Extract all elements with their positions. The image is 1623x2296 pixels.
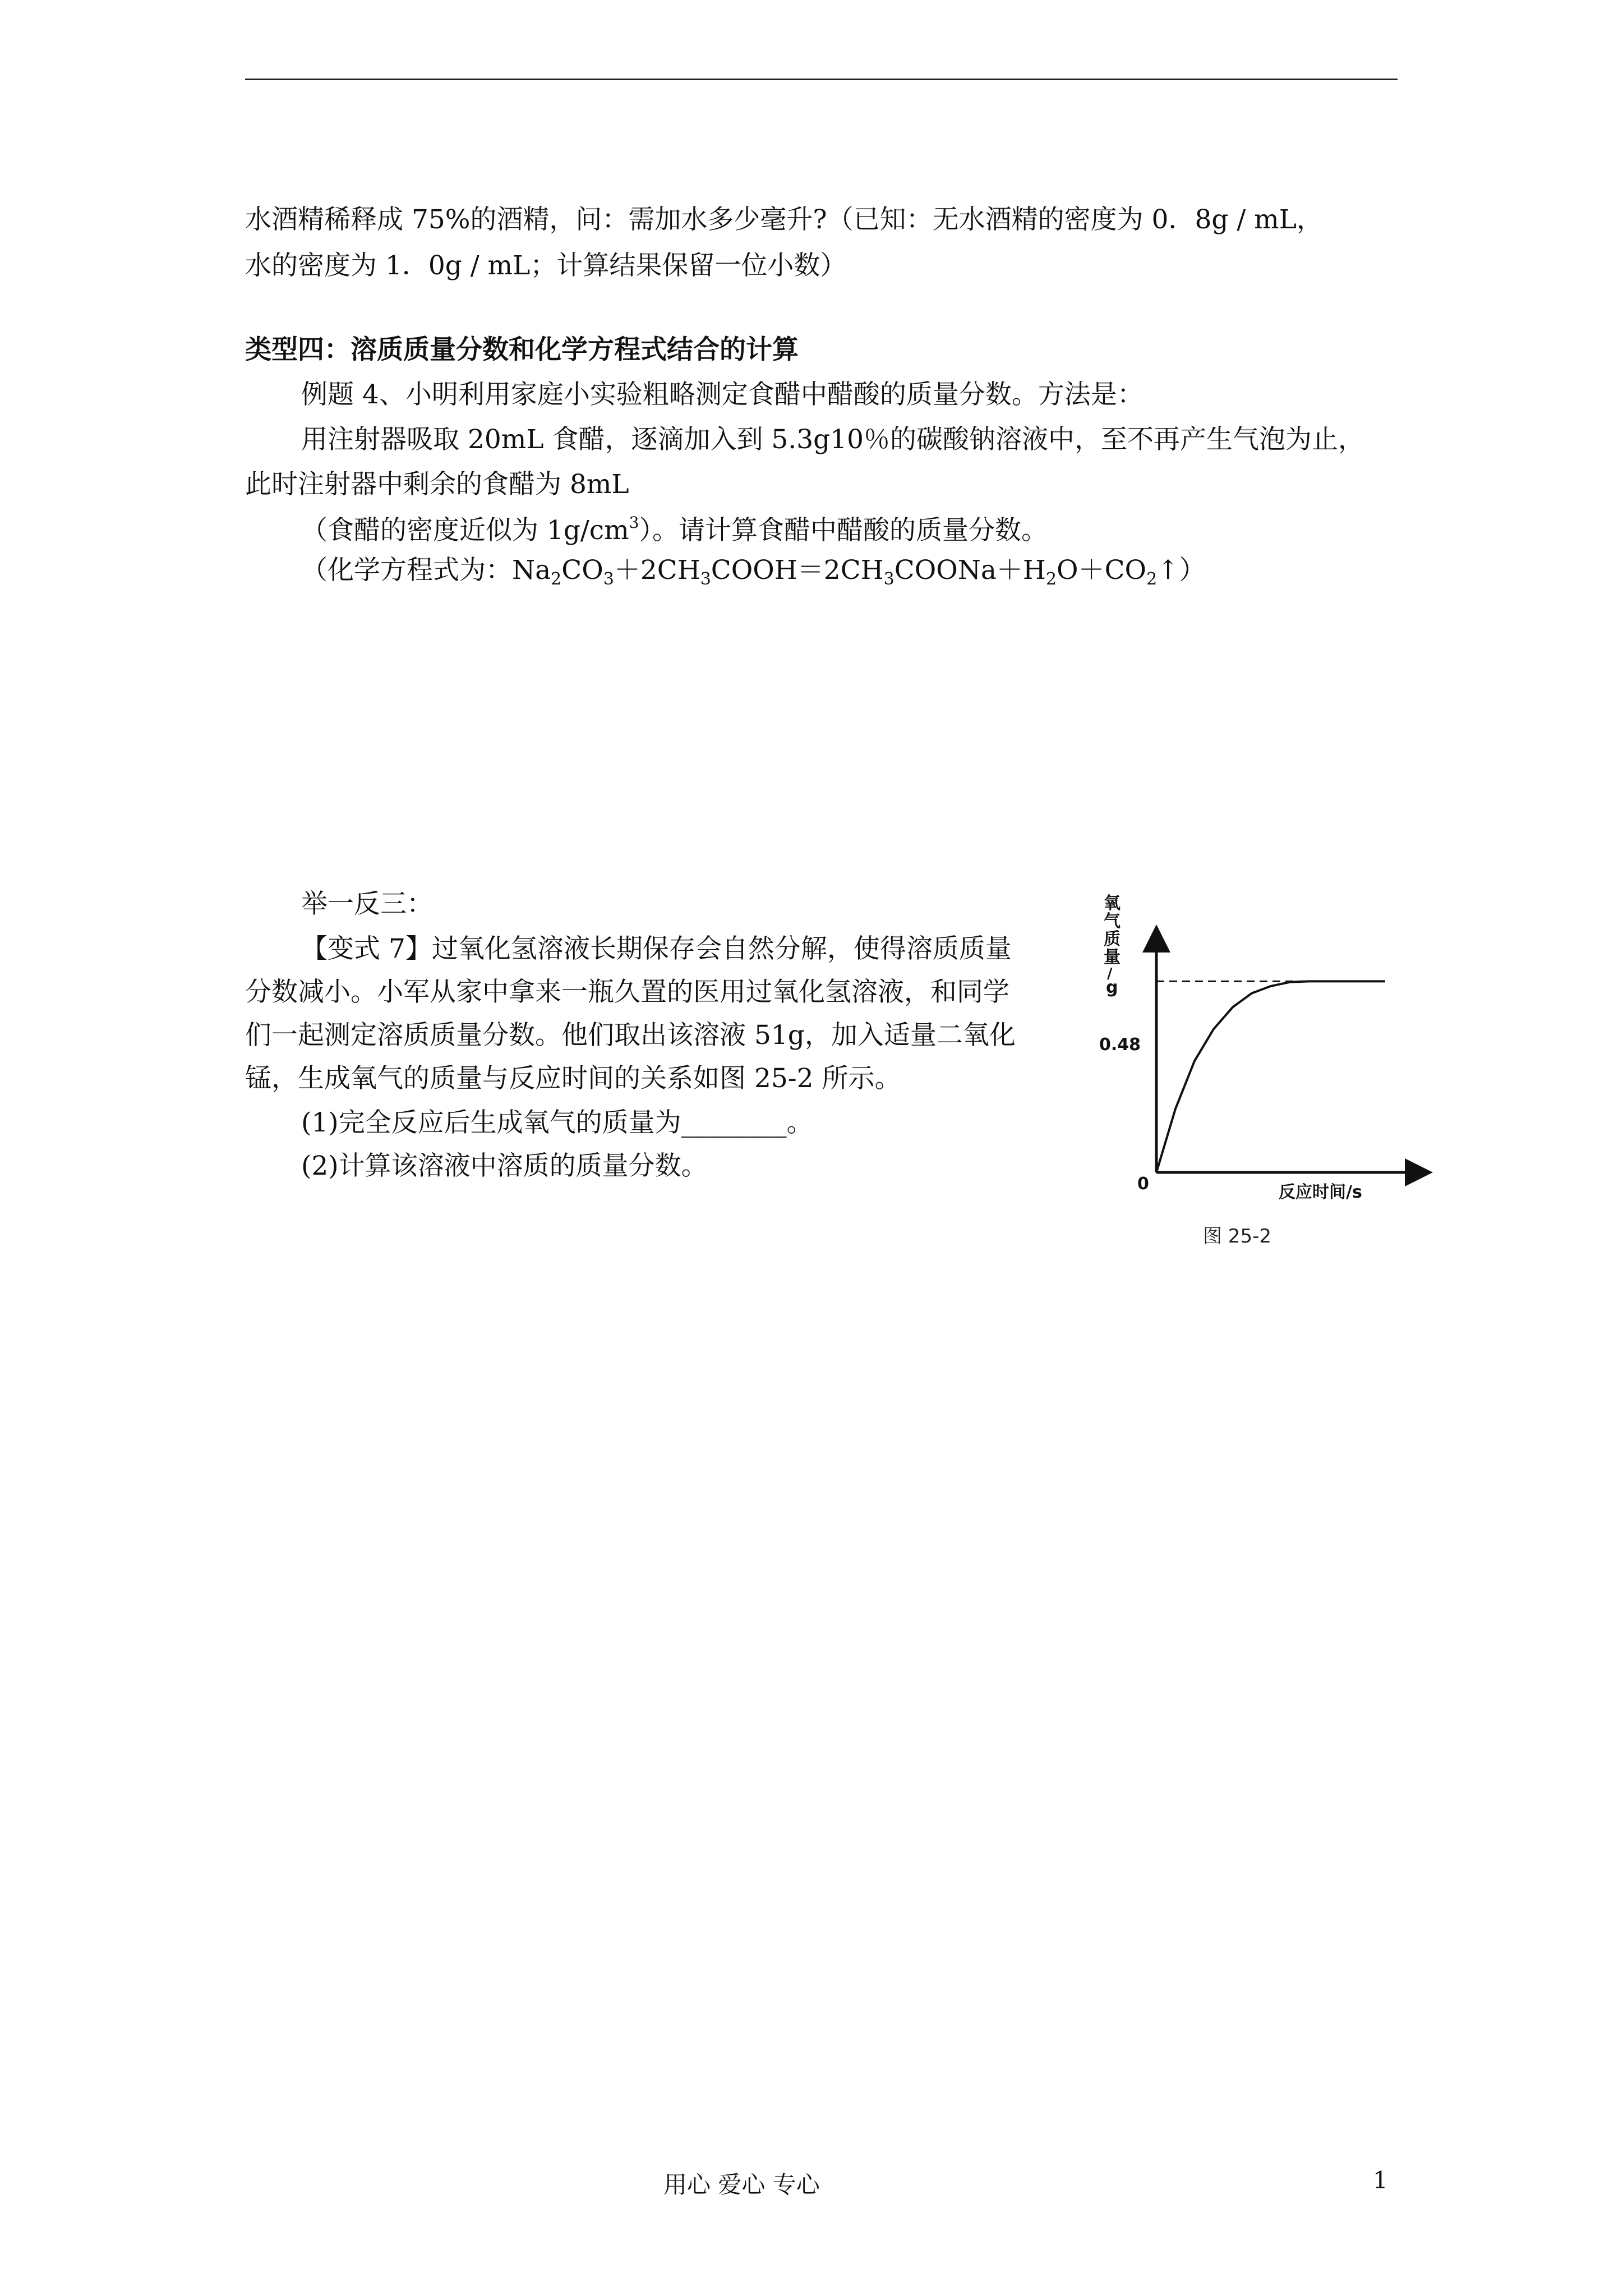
page-number: 1	[1373, 2166, 1388, 2194]
question-2: (2)计算该溶液中溶质的质量分数。	[301, 1151, 708, 1181]
header-rule	[245, 79, 1398, 80]
y-tick-label: 0.48	[1099, 1035, 1141, 1055]
y-axis-label-char: 质	[1104, 930, 1121, 949]
variant-line: 分数减小。小军从家中拿来一瓶久置的医用过氧化氢溶液，和同学	[245, 977, 1009, 1007]
x-axis-label: 反应时间/s	[1279, 1182, 1362, 1202]
y-axis-label-char: 量	[1104, 947, 1121, 967]
question-1: (1)完全反应后生成氧气的质量为________。	[301, 1107, 813, 1138]
oxygen-curve	[1156, 981, 1385, 1172]
example-line: 用注射器吸取 20mL 食醋，逐滴加入到 5.3g10％的碳酸钠溶液中，至不再产生气泡为止，	[301, 424, 1365, 455]
y-axis-label-char: 气	[1104, 912, 1121, 931]
y-axis-label	[1104, 894, 1121, 997]
y-axis-label-char: /	[1107, 965, 1113, 982]
variant-line: 锰，生成氧气的质量与反应时间的关系如图 25-2 所示。	[245, 1063, 901, 1094]
origin-label: 0	[1137, 1174, 1149, 1194]
practice-label: 举一反三：	[301, 889, 433, 919]
paragraph-line: 水酒精稀释成 75%的酒精，问：需加水多少毫升?（已知：无水酒精的密度为 0．8g / mL，	[245, 204, 1323, 235]
variant-line: 【变式 7】过氧化氢溶液长期保存会自然分解，使得溶质质量	[301, 933, 1012, 964]
figure-caption: 图 25-2	[1203, 1225, 1271, 1248]
example-line: 此时注射器中剩余的食醋为 8mL	[245, 469, 629, 500]
example-line: 例题 4、小明利用家庭小实验粗略测定食醋中醋酸的质量分数。方法是：	[301, 379, 1144, 410]
paragraph-line: 水的密度为 1．0g / mL；计算结果保留一位小数）	[245, 250, 847, 281]
y-axis-label-char: g	[1106, 978, 1118, 997]
section-heading: 类型四：溶质质量分数和化学方程式结合的计算	[245, 334, 799, 365]
variant-line: 们一起测定溶质质量分数。他们取出该溶液 51g，加入适量二氧化	[245, 1020, 1016, 1051]
oxygen-mass-time-chart	[1094, 892, 1441, 1257]
y-axis-label-char: 氧	[1104, 894, 1121, 913]
footer-motto: 用心 爱心 专心	[663, 2171, 820, 2198]
density-note: （食醋的密度近似为 $1g/cm^3$）。请计算食醋中醋酸的质量分数。	[301, 513, 1048, 546]
chemical-equation: （化学方程式为：$Na_2CO_3+2CH_3COOH=2CH_3COONa+H_2O+CO_2↑$）	[301, 555, 1206, 589]
